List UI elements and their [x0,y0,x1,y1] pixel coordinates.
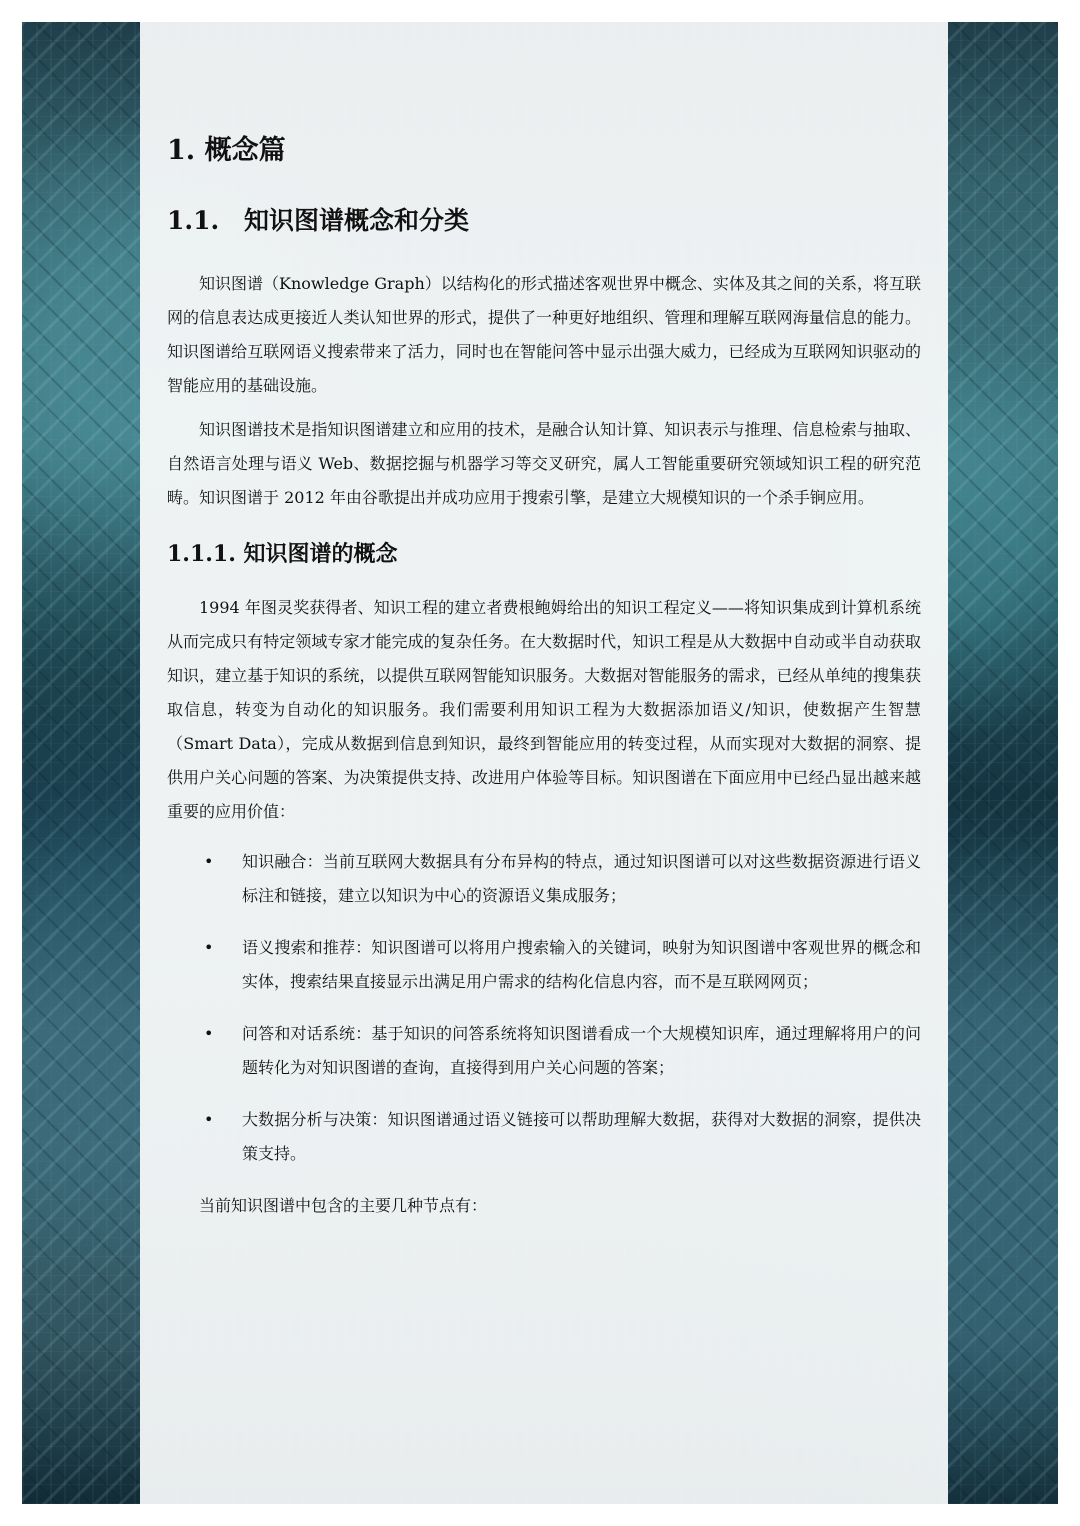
list-item-text: 大数据分析与决策：知识图谱通过语义链接可以帮助理解大数据，获得对大数据的洞察，提供决策支持。 [242,1109,921,1163]
bullet-icon: • [204,1023,214,1043]
closing-paragraph: 当前知识图谱中包含的主要几种节点有： [199,1195,488,1215]
list-item [167,845,921,913]
list-item-text: 知识融合：当前互联网大数据具有分布异构的特点，通过知识图谱可以对这些数据资源进行语义标注和链接，建立以知识为中心的资源语义集成服务； [242,851,921,905]
page-frame [22,22,1058,1504]
circuit-board-background-left [22,22,140,1504]
paragraph-knowledge-graph-definition: 知识图谱（Knowledge Graph）以结构化的形式描述客观世界中概念、实体及其之间的关系，将互联网的信息表达成更接近人类认知世界的形式，提供了一种更好地组织、管理和理解互联网海量信息的能力。知识图谱给互联网语义搜索带来了活力，同时也在智能问答中显示出强大威力，已经成为互联网知识驱动的智能应用的基础设施。 [167,274,921,396]
list-item [167,1017,921,1085]
document-page [140,22,948,1504]
paragraph-knowledge-engineering: 1994 年图灵奖获得者、知识工程的建立者费根鲍姆给出的知识工程定义——将知识集成到计算机系统从而完成只有特定领域专家才能完成的复杂任务。在大数据时代，知识工程是从大数据中自动或半自动获取知识，建立基于知识的系统，以提供互联网智能知识服务。大数据对智能服务的需求，已经从单纯的搜集获取信息，转变为自动化的知识服务。我们需要利用知识工程为大数据添加语义/知识，使数据产生智慧（Smart Data），完成从数据到信息到知识，最终到智能应用的转变过程，从而实现对大数据的洞察、提供用户关心问题的答案、为决策提供支持、改进用户体验等目标。知识图谱在下面应用中已经凸显出越来越重要的应用价值： [167,597,921,821]
circuit-board-background-right [940,22,1058,1504]
list-item-text: 语义搜索和推荐：知识图谱可以将用户搜索输入的关键词，映射为知识图谱中客观世界的概念和实体，搜索结果直接显示出满足用户需求的结构化信息内容，而不是互联网网页； [242,937,921,991]
list-item [167,931,921,999]
section-title: 知识图谱概念和分类 [244,206,470,236]
paragraph-knowledge-graph-technology: 知识图谱技术是指知识图谱建立和应用的技术，是融合认知计算、知识表示与推理、信息检索与抽取、自然语言处理与语义 Web、数据挖掘与机器学习等交叉研究，属人工智能重要研究领域知识工程的研究范畴。知识图谱于 2012 年由谷歌提出并成功应用于搜索引擎，是建立大规模知识的一个杀手锏应用。 [167,420,921,508]
bullet-icon: • [204,937,214,957]
application-list [167,845,921,1171]
bullet-icon: • [204,1109,214,1129]
list-item-text: 问答和对话系统：基于知识的问答系统将知识图谱看成一个大规模知识库，通过理解将用户的问题转化为对知识图谱的查询，直接得到用户关心问题的答案； [242,1023,921,1077]
subsection-heading: 1.1.1. 知识图谱的概念 [167,541,398,568]
section-heading [167,206,921,236]
section-number: 1.1. [167,206,220,236]
list-item [167,1103,921,1171]
chapter-heading: 1. 概念篇 [167,135,286,166]
bullet-icon: • [204,851,214,871]
